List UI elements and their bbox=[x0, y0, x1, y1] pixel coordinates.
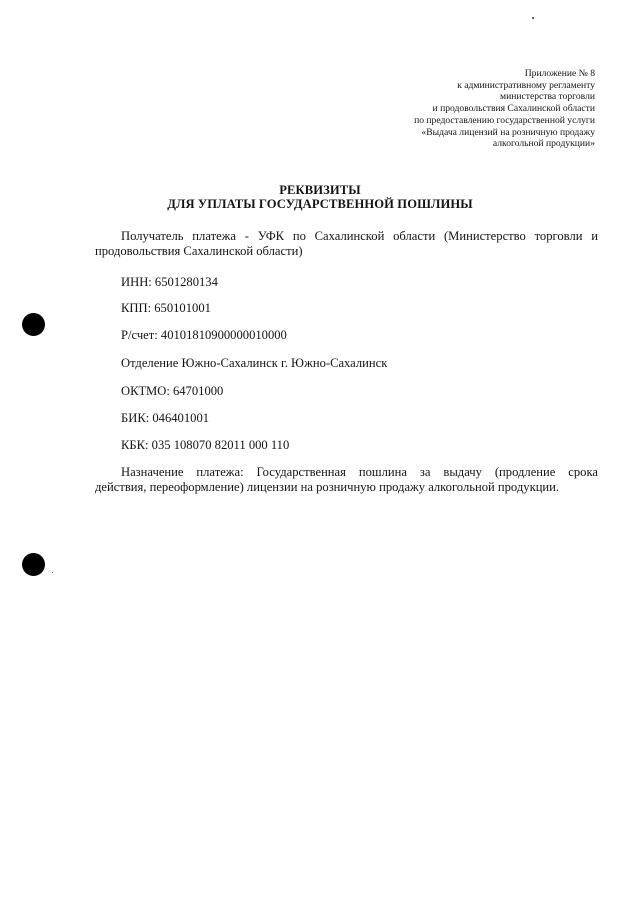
bank-branch-field: Отделение Южно-Сахалинск г. Южно-Сахалинск bbox=[121, 356, 388, 370]
annex-line: к административному регламенту bbox=[457, 79, 595, 91]
recipient-line-1: Получатель платежа - УФК по Сахалинской области (Министерство торговли и bbox=[121, 229, 598, 243]
purpose-line-1: Назначение платежа: Государственная пошлина за выдачу (продление срока bbox=[121, 465, 598, 479]
recipient-paragraph bbox=[95, 229, 598, 259]
annex-line: по предоставлению государственной услуги bbox=[414, 114, 595, 126]
account-field: Р/счет: 40101810900000010000 bbox=[121, 328, 287, 342]
oktmo-field: ОКТМО: 64701000 bbox=[121, 384, 224, 398]
kbk-field: КБК: 035 108070 82011 000 110 bbox=[121, 438, 290, 452]
purpose-line-2: действия, переоформление) лицензии на розничную продажу алкогольной продукции. bbox=[95, 480, 560, 494]
scan-speck bbox=[52, 572, 53, 573]
inn-field: ИНН: 6501280134 bbox=[121, 275, 218, 289]
recipient-line-2: продовольствия Сахалинской области) bbox=[95, 244, 303, 258]
annex-line: Приложение № 8 bbox=[524, 68, 595, 79]
annex-line: министерства торговли bbox=[500, 91, 595, 103]
bik-field: БИК: 046401001 bbox=[121, 411, 210, 425]
punch-hole-upper bbox=[22, 313, 45, 336]
title-line-2: ДЛЯ УПЛАТЫ ГОСУДАРСТВЕННОЙ ПОШЛИНЫ bbox=[167, 197, 473, 211]
annex-line: и продовольствия Сахалинской области bbox=[432, 103, 595, 115]
title-line-1: РЕКВИЗИТЫ bbox=[279, 183, 361, 197]
document-title bbox=[0, 183, 640, 211]
annex-header bbox=[355, 68, 595, 150]
annex-line: «Выдача лицензий на розничную продажу bbox=[421, 126, 595, 138]
punch-hole-lower bbox=[22, 553, 45, 576]
purpose-paragraph bbox=[95, 465, 598, 495]
scan-speck bbox=[532, 17, 534, 19]
annex-line: алкогольной продукции» bbox=[492, 138, 595, 150]
kpp-field: КПП: 650101001 bbox=[121, 301, 211, 315]
